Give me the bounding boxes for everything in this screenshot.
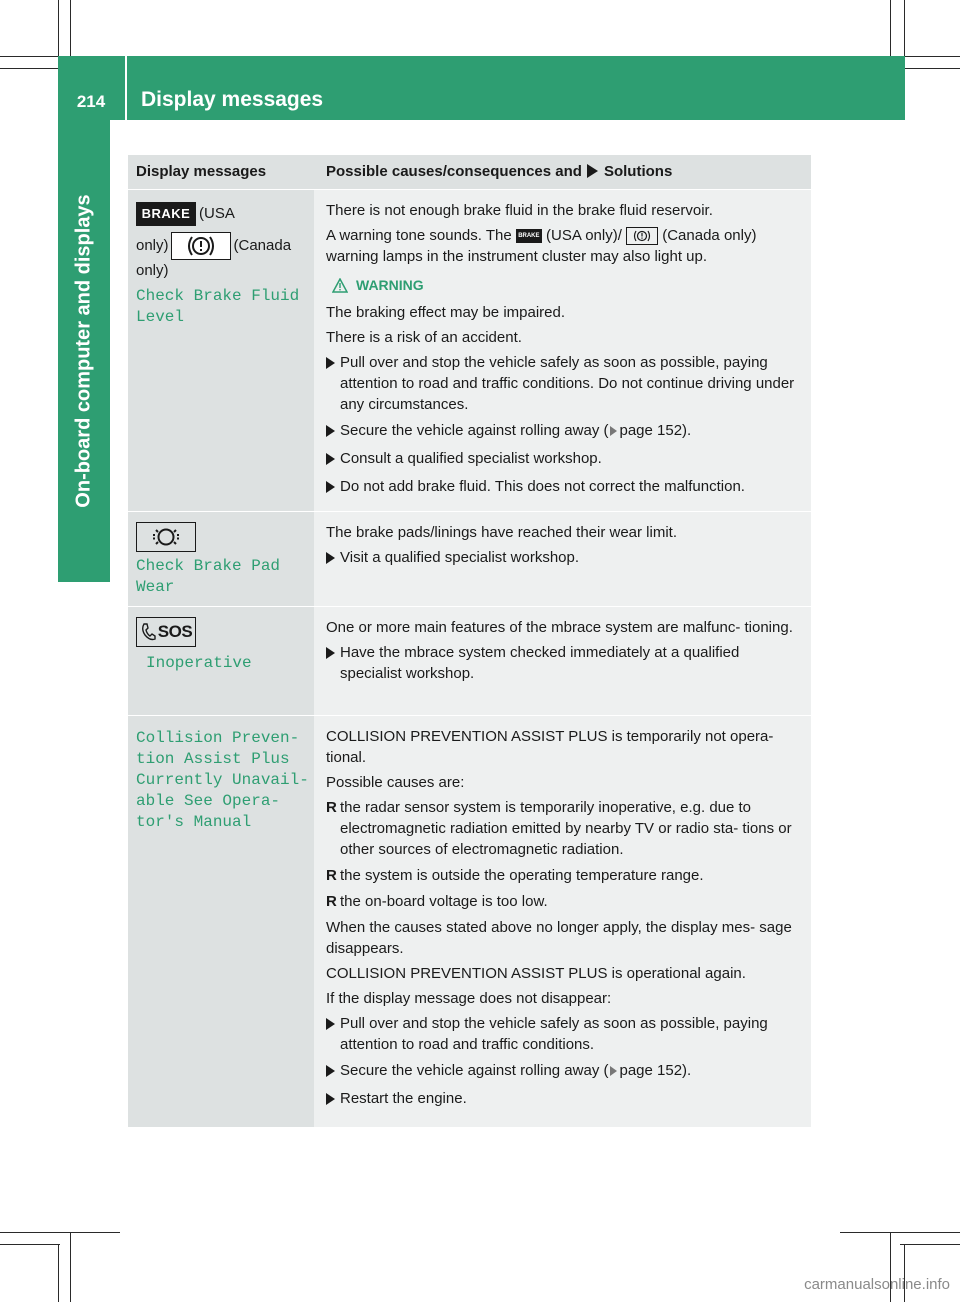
solution-cell (314, 512, 811, 606)
watermark: carmanualsonline.info (804, 1276, 950, 1293)
message-cell (128, 716, 314, 1127)
step-arrow-icon (326, 647, 335, 659)
display-message-line: tion Assist Plus (136, 750, 290, 768)
display-message-line: Collision Preven‐ (136, 729, 300, 747)
table-row (128, 512, 811, 607)
cause-text-part: (Canada only) warning lamps in the instrument cluster may also light up. (326, 227, 757, 265)
solution-cell (314, 716, 811, 1127)
display-message-text (136, 728, 314, 833)
phone-icon (140, 622, 156, 642)
crop-mark (904, 0, 905, 58)
display-message-line: Level (136, 308, 185, 326)
warning-heading (332, 275, 805, 296)
crop-mark (58, 1244, 59, 1302)
step-arrow-icon (326, 1093, 335, 1105)
cause-text (326, 225, 805, 267)
brake-warning-icon: BRAKE (136, 202, 196, 226)
warning-text: The braking effect may be impaired. (326, 304, 566, 321)
chapter-tab-label: On-board computer and displays (72, 194, 95, 508)
step-text: Consult a qualified specialist workshop. (340, 450, 602, 467)
action-step (326, 448, 805, 471)
table-row (128, 190, 811, 512)
brake-circle-warning-icon (626, 227, 658, 245)
message-cell (128, 512, 314, 606)
only-note: only) (136, 237, 169, 254)
column-header-causes-label: Possible causes/consequences and (326, 163, 582, 180)
display-messages-table (128, 155, 811, 1128)
display-message-line: Check Brake Pad (136, 557, 281, 575)
column-header-causes (314, 155, 811, 189)
page-reference-icon (610, 426, 617, 436)
cause-bullet (326, 797, 805, 860)
page-reference-icon (610, 1066, 617, 1076)
cause-bullet (326, 891, 805, 912)
bullet-text: the radar sensor system is temporarily inoperative, e.g. due to electromagnetic radiation emitted by nearby TV or radio sta- tions or other sources of electromagnetic radiation. (340, 799, 792, 858)
cause-text: There is not enough brake fluid in the brake fluid reservoir. (326, 202, 713, 219)
sos-phone-icon (136, 617, 196, 647)
step-text: Secure the vehicle against rolling away ( (340, 1062, 609, 1079)
action-step (326, 352, 805, 415)
action-step (326, 476, 805, 499)
cause-text: Possible causes are: (326, 774, 465, 791)
action-step (326, 547, 805, 570)
cause-text: COLLISION PREVENTION ASSIST PLUS is temporarily not opera- tional. (326, 728, 774, 766)
step-text: Restart the engine. (340, 1090, 467, 1107)
cause-text: If the display message does not disappear: (326, 990, 612, 1007)
step-arrow-icon (326, 425, 335, 437)
action-step (326, 1088, 805, 1111)
warning-text: There is a risk of an accident. (326, 329, 522, 346)
cause-text: The brake pads/linings have reached their wear limit. (326, 524, 678, 541)
display-message-line: Currently Unavail‐ (136, 771, 309, 789)
action-step (326, 642, 805, 684)
warning-triangle-icon (332, 278, 348, 293)
table-row (128, 716, 811, 1128)
page-reference-link[interactable]: page 152). (619, 422, 692, 439)
step-text: Pull over and stop the vehicle safely as soon as possible, paying attention to road and traffic conditions. (340, 1015, 768, 1053)
crop-mark (0, 56, 60, 57)
cause-text: One or more main features of the mbrace system are malfunc- tioning. (326, 619, 793, 636)
bullet-text: the system is outside the operating temperature range. (340, 867, 704, 884)
message-cell (128, 607, 314, 715)
step-arrow-icon (326, 1018, 335, 1030)
column-header-display-messages: Display messages (136, 163, 267, 180)
bullet-marker: R (326, 893, 337, 910)
usa-note: (USA (199, 205, 235, 222)
crop-mark (70, 1232, 71, 1302)
solution-cell (314, 607, 811, 715)
table-header (128, 155, 811, 190)
step-arrow-icon (326, 453, 335, 465)
header-divider (125, 56, 127, 120)
display-message-line: able See Opera‐ (136, 792, 281, 810)
display-message-line: Wear (136, 578, 175, 596)
crop-mark (900, 1244, 960, 1245)
solution-cell (314, 190, 811, 511)
bullet-marker: R (326, 867, 337, 884)
warning-label: WARNING (356, 277, 424, 293)
display-message-text: Inoperative (146, 654, 252, 672)
solutions-arrow-icon (587, 164, 598, 178)
step-arrow-icon (326, 1065, 335, 1077)
page-number: 214 (76, 92, 106, 111)
message-cell (128, 190, 314, 511)
bullet-text: the on-board voltage is too low. (340, 893, 548, 910)
display-message-text (136, 556, 314, 598)
action-step (326, 420, 805, 443)
cause-bullet (326, 865, 805, 886)
crop-mark (840, 1232, 960, 1233)
step-text: Pull over and stop the vehicle safely as soon as possible, paying attention to road and traffic conditions. Do not continue driving under any circumstances. (340, 354, 795, 413)
page-reference-link[interactable]: page 152). (619, 1062, 692, 1079)
page-title: Display messages (141, 88, 324, 111)
crop-mark (904, 1244, 905, 1302)
action-step (326, 1060, 805, 1083)
cause-text: COLLISION PREVENTION ASSIST PLUS is operational again. (326, 965, 746, 982)
table-row (128, 607, 811, 716)
crop-mark (58, 0, 59, 58)
display-message-text (136, 286, 314, 328)
only-note: only) (136, 262, 169, 279)
brake-pad-wear-icon (136, 522, 196, 552)
bullet-marker: R (326, 799, 337, 816)
brake-warning-icon: BRAKE (516, 229, 542, 243)
display-message-line: tor's Manual (136, 813, 252, 831)
step-arrow-icon (326, 552, 335, 564)
display-message-line: Check Brake Fluid (136, 287, 300, 305)
crop-mark (0, 1244, 60, 1245)
step-text: Secure the vehicle against rolling away ( (340, 422, 609, 439)
step-text: Do not add brake fluid. This does not correct the malfunction. (340, 478, 745, 495)
action-step (326, 1013, 805, 1055)
step-arrow-icon (326, 357, 335, 369)
step-text: Have the mbrace system checked immediately at a qualified specialist workshop. (340, 644, 740, 682)
sos-label: SOS (157, 622, 193, 641)
crop-mark (900, 56, 960, 57)
cause-text: When the causes stated above no longer apply, the display mes- sage disappears. (326, 919, 792, 957)
step-arrow-icon (326, 481, 335, 493)
brake-circle-warning-icon (171, 232, 231, 260)
cause-text-part: (USA only)/ (546, 227, 622, 244)
crop-mark (0, 1232, 120, 1233)
column-header-solutions-label: Solutions (603, 163, 673, 180)
canada-note: (Canada (233, 237, 292, 254)
cause-text-part: A warning tone sounds. The (326, 227, 512, 244)
step-text: Visit a qualified specialist workshop. (340, 549, 580, 566)
